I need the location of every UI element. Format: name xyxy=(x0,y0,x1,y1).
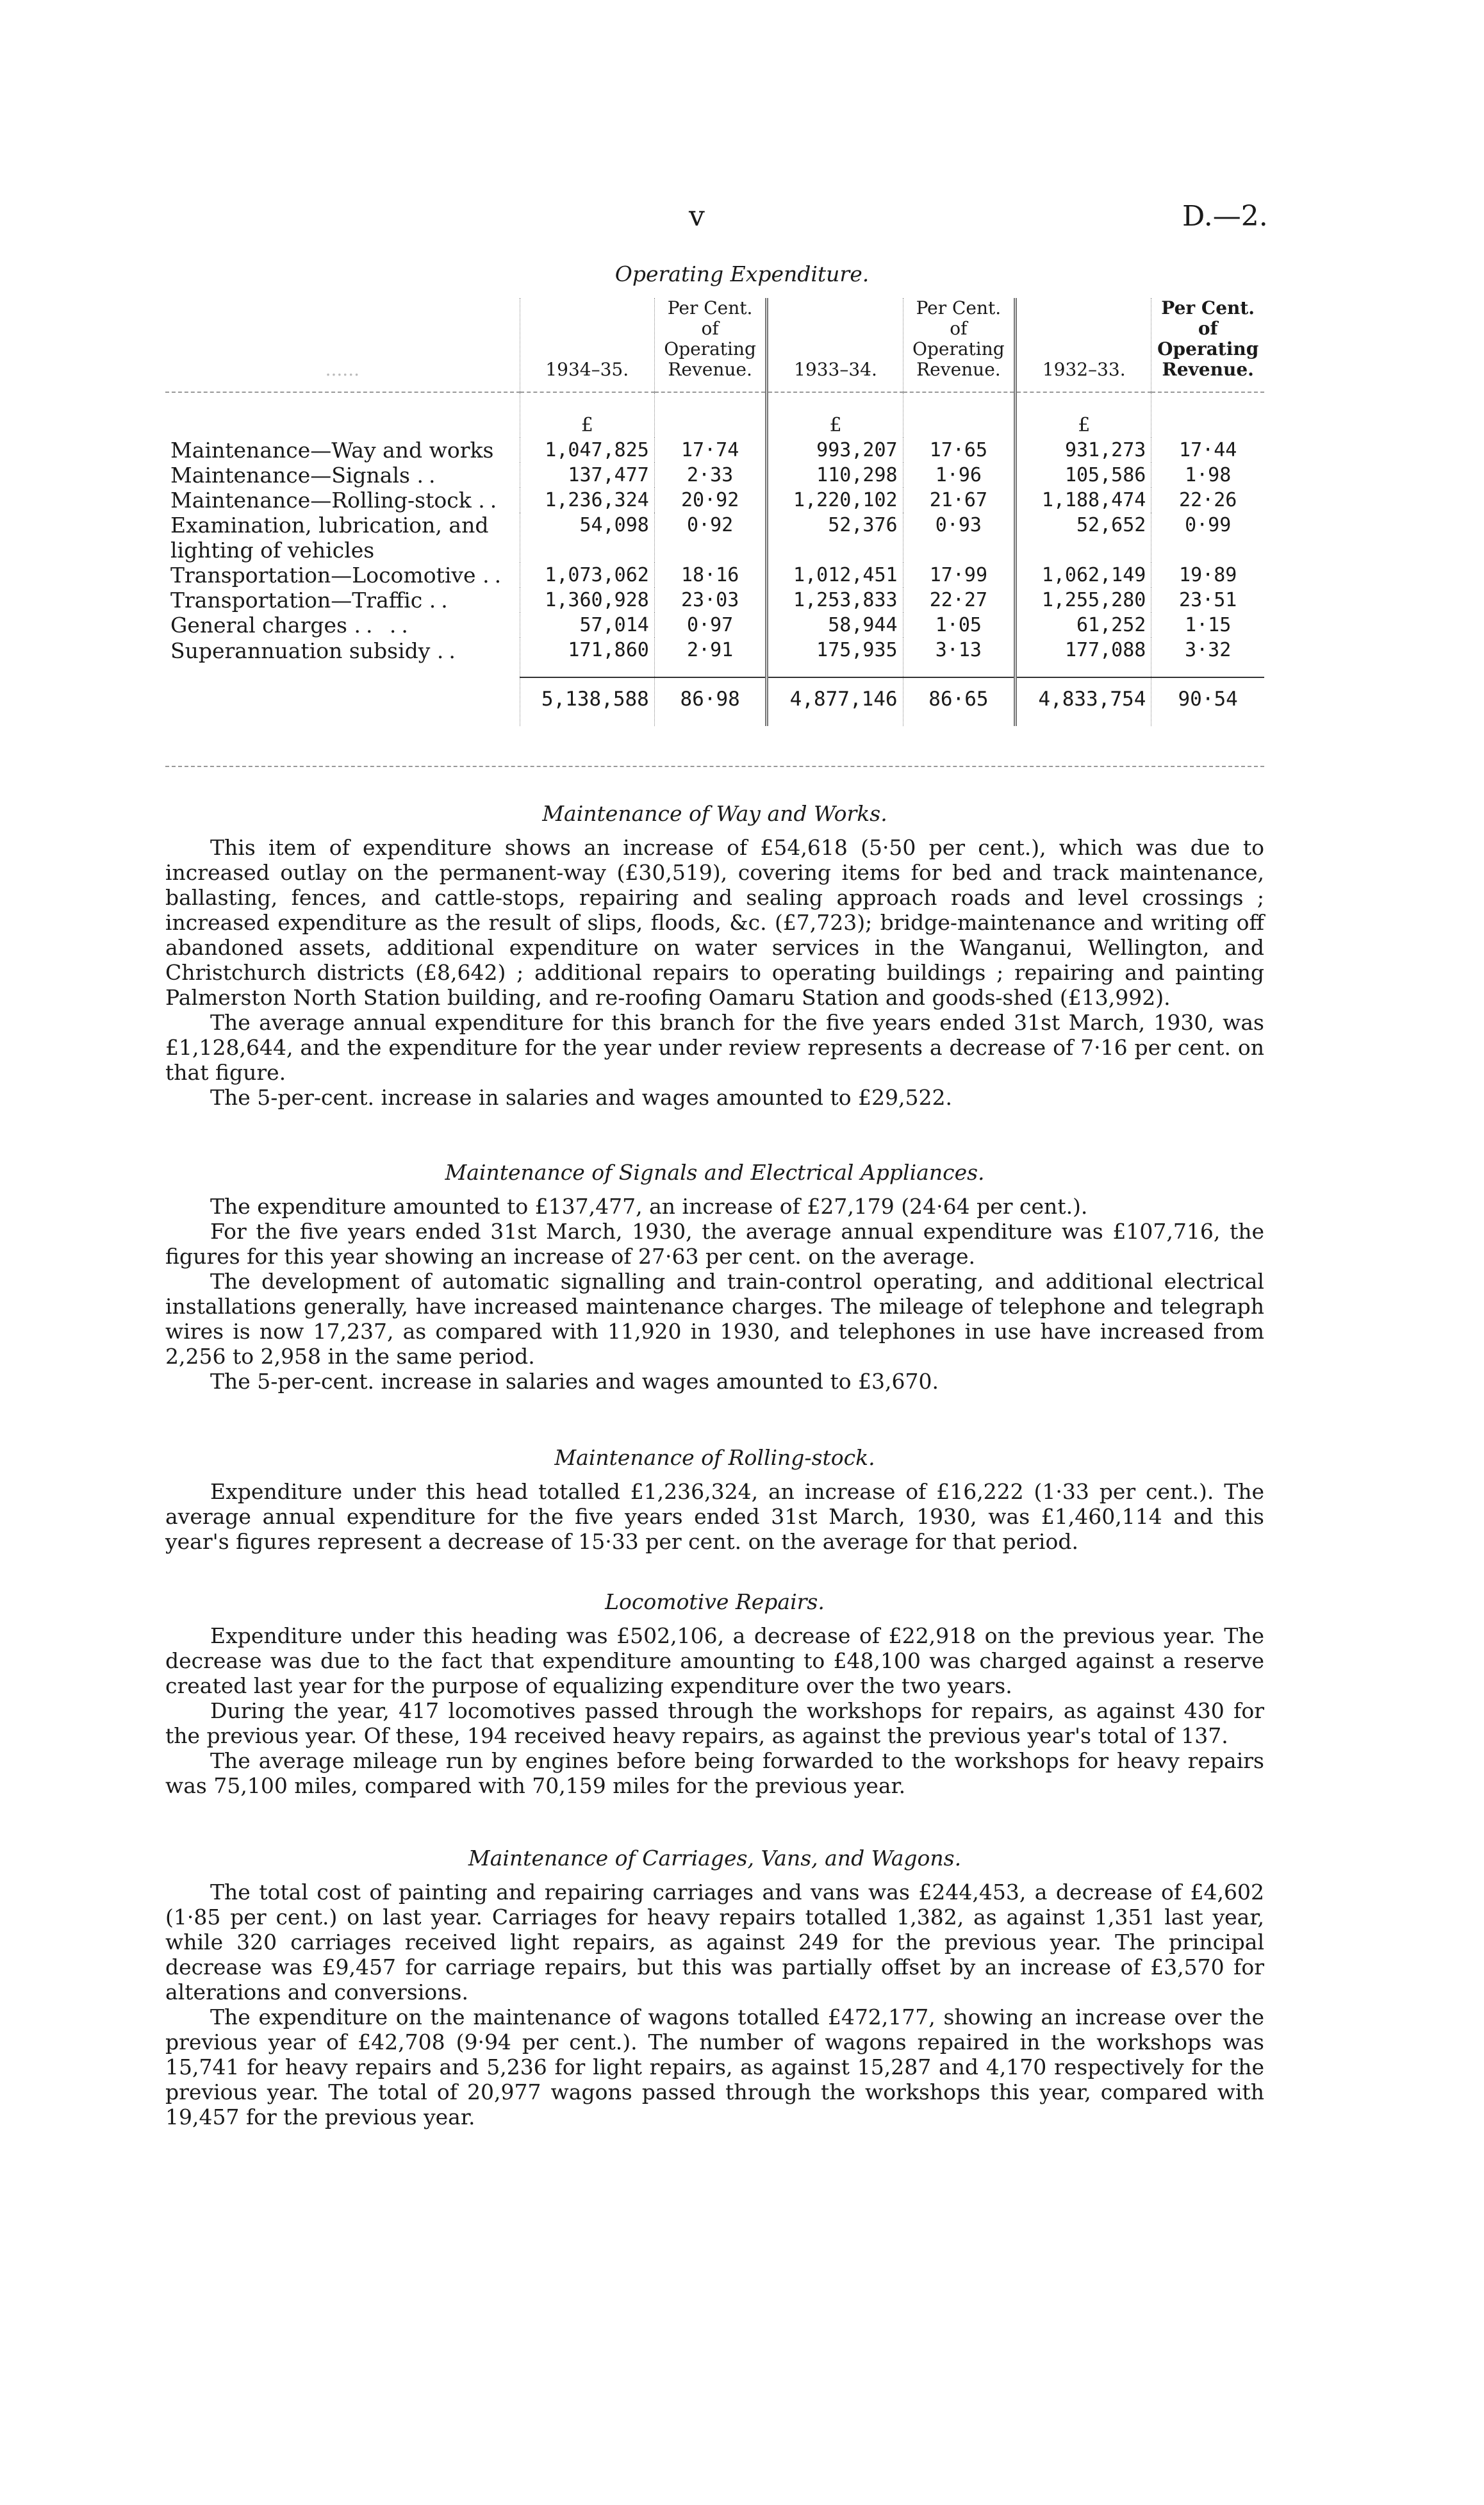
value-1933-34: 175,935 xyxy=(767,638,903,677)
column-header-1933-34: 1933–34. xyxy=(767,298,903,392)
paragraph: The 5-per-cent. increase in salaries and wages amounted to £3,670. xyxy=(210,1369,939,1394)
currency-row xyxy=(165,392,1264,438)
table-row xyxy=(165,488,1264,513)
value-1934-35: 54,098 xyxy=(520,513,654,563)
currency-symbol: £ xyxy=(1016,392,1151,438)
table-row xyxy=(165,588,1264,613)
currency-symbol: £ xyxy=(767,392,903,438)
percent-1932-33: 22·26 xyxy=(1151,488,1264,513)
value-1934-35: 1,360,928 xyxy=(520,588,654,613)
row-leader-dots: .. xyxy=(478,488,502,513)
percent-1934-35: 0·97 xyxy=(654,613,767,638)
percent-1932-33: 1·98 xyxy=(1151,463,1264,488)
row-label: Examination, lubrication, and lighting of vehicles xyxy=(170,513,489,563)
section-heading: Maintenance of Rolling-stock. xyxy=(554,1445,875,1470)
table-title: Operating Expenditure. xyxy=(614,261,870,286)
percent-1934-35: 20·92 xyxy=(654,488,767,513)
value-1933-34: 1,012,451 xyxy=(767,563,903,588)
column-header-1934-35: 1934–35. xyxy=(520,298,654,392)
percent-1934-35: 23·03 xyxy=(654,588,767,613)
table-header-row xyxy=(165,298,1264,392)
value-1932-33: 177,088 xyxy=(1016,638,1151,677)
value-1933-34: 58,944 xyxy=(767,613,903,638)
value-1934-35: 1,073,062 xyxy=(520,563,654,588)
paragraph: The average mileage run by engines before being forwarded to the workshops for heavy repairs was 75,100 miles, compared with 70,159 miles for the previous year. xyxy=(165,1748,1264,1798)
paragraph: Expenditure under this heading was £502,106, a decrease of £22,918 on the previous year. The decrease was due to the fact that expenditure amounting to £48,100 was charged against a reserve created last year for the purpose of equalizing expenditure over the two years. xyxy=(165,1623,1264,1698)
value-1932-33: 1,255,280 xyxy=(1016,588,1151,613)
percent-1932-33: 17·44 xyxy=(1151,438,1264,463)
value-1933-34: 1,220,102 xyxy=(767,488,903,513)
operating-expenditure-table xyxy=(165,298,1264,726)
section-heading: Maintenance of Signals and Electrical Appliances. xyxy=(445,1160,985,1185)
section-locomotive-repairs xyxy=(165,1589,1264,1798)
percent-1933-34: 1·05 xyxy=(903,613,1016,638)
section-carriages-vans-wagons xyxy=(165,1846,1264,2129)
total-row xyxy=(165,677,1264,726)
percent-1933-34: 3·13 xyxy=(903,638,1016,677)
total-1933-34: 4,877,146 xyxy=(767,677,903,726)
value-1934-35: 137,477 xyxy=(520,463,654,488)
percent-1934-35: 0·92 xyxy=(654,513,767,563)
total-percent-1934-35: 86·98 xyxy=(654,677,767,726)
row-label: General charges xyxy=(170,613,347,638)
percent-1932-33: 3·32 xyxy=(1151,638,1264,677)
column-header-percent-1932-33: Per Cent. of Operating Revenue. xyxy=(1151,298,1264,392)
value-1934-35: 57,014 xyxy=(520,613,654,638)
section-heading: Maintenance of Carriages, Vans, and Wagons. xyxy=(468,1846,962,1871)
table-row xyxy=(165,513,1264,563)
row-label: Transportation—Locomotive xyxy=(170,563,476,588)
paragraph: The average annual expenditure for this branch for the five years ended 31st March, 1930, was £1,128,644, and the expenditure for the year under review represents a decrease of 7·16 per cent. on that figure. xyxy=(165,1010,1264,1085)
percent-1932-33: 19·89 xyxy=(1151,563,1264,588)
table-row xyxy=(165,563,1264,588)
percent-1933-34: 0·93 xyxy=(903,513,1016,563)
paragraph: The 5-per-cent. increase in salaries and wages amounted to £29,522. xyxy=(210,1085,953,1110)
row-label: Maintenance—Signals xyxy=(170,463,410,488)
row-leader-dots: .. xyxy=(482,563,507,588)
percent-1934-35: 2·91 xyxy=(654,638,767,677)
value-1934-35: 1,236,324 xyxy=(520,488,654,513)
paragraph: For the five years ended 31st March, 1930, the average annual expenditure was £107,716, the figures for this year showing an increase of 27·63 per cent. on the average. xyxy=(165,1219,1264,1269)
table-row xyxy=(165,438,1264,463)
currency-symbol: £ xyxy=(520,392,654,438)
paragraph: The total cost of painting and repairing carriages and vans was £244,453, a decrease of £4,602 (1·85 per cent.) on last year. Carriages for heavy repairs totalled 1,382, as against 1,351 last year, while 320 carriages received light repairs, as against 249 for the previous year. The principal decrease was £9,457 for carriage repairs, but this was partially offset by an increase of £3,570 for alterations and conversions. xyxy=(165,1880,1264,2005)
percent-1933-34: 17·99 xyxy=(903,563,1016,588)
paragraph: During the year, 417 locomotives passed through the workshops for repairs, as against 430 for the previous year. Of these, 194 received heavy repairs, as against the previous year's total of 137. xyxy=(165,1698,1264,1748)
value-1934-35: 1,047,825 xyxy=(520,438,654,463)
percent-1933-34: 17·65 xyxy=(903,438,1016,463)
percent-1933-34: 22·27 xyxy=(903,588,1016,613)
value-1932-33: 61,252 xyxy=(1016,613,1151,638)
value-1932-33: 105,586 xyxy=(1016,463,1151,488)
value-1932-33: 1,062,149 xyxy=(1016,563,1151,588)
paragraph: The expenditure amounted to £137,477, an increase of £27,179 (24·64 per cent.). xyxy=(210,1194,1088,1219)
column-header-item: ...... xyxy=(165,298,520,392)
percent-1934-35: 17·74 xyxy=(654,438,767,463)
row-leader-dots: .. xyxy=(429,588,453,613)
section-heading: Maintenance of Way and Works. xyxy=(542,801,887,826)
percent-1933-34: 21·67 xyxy=(903,488,1016,513)
total-percent-1933-34: 86·65 xyxy=(903,677,1016,726)
row-leader-dots: .. xyxy=(436,638,461,663)
value-1933-34: 52,376 xyxy=(767,513,903,563)
value-1932-33: 931,273 xyxy=(1016,438,1151,463)
column-header-1932-33: 1932–33. xyxy=(1016,298,1151,392)
page-number: v xyxy=(689,200,705,233)
column-header-percent-1934-35: Per Cent. of Operating Revenue. xyxy=(654,298,767,392)
total-percent-1932-33: 90·54 xyxy=(1151,677,1264,726)
value-1933-34: 993,207 xyxy=(767,438,903,463)
paragraph: Expenditure under this head totalled £1,236,324, an increase of £16,222 (1·33 per cent.). The average annual expenditure for the five years ended 31st March, 1930, was £1,460,114 and this year's figures represent a decrease of 15·33 per cent. on the average for that period. xyxy=(165,1479,1264,1554)
paragraph: The expenditure on the maintenance of wagons totalled £472,177, showing an increase over the previous year of £42,708 (9·94 per cent.). The number of wagons repaired in the workshops was 15,741 for heavy repairs and 5,236 for light repairs, as against 15,287 and 4,170 respectively for the previous year. The total of 20,977 wagons passed through the workshops this year, compared with 19,457 for the previous year. xyxy=(165,2005,1264,2129)
percent-1934-35: 2·33 xyxy=(654,463,767,488)
row-leader-dots: .. xyxy=(416,463,441,488)
table-bottom-rule xyxy=(165,766,1264,767)
column-header-percent-1933-34: Per Cent. of Operating Revenue. xyxy=(903,298,1016,392)
table-row xyxy=(165,613,1264,638)
total-1932-33: 4,833,754 xyxy=(1016,677,1151,726)
value-1933-34: 1,253,833 xyxy=(767,588,903,613)
row-leader-dots: .. .. xyxy=(354,613,413,638)
value-1932-33: 1,188,474 xyxy=(1016,488,1151,513)
percent-1932-33: 0·99 xyxy=(1151,513,1264,563)
percent-1932-33: 23·51 xyxy=(1151,588,1264,613)
paragraph: This item of expenditure shows an increase of £54,618 (5·50 per cent.), which was due to increased outlay on the permanent-way (£30,519), covering items for bed and track maintenance, ballasting, fences, and cattle-stops, repairing and sealing approach roads and level crossings ; increased expenditure as the result of slips, floods, &c. (£7,723); bridge-maintenance and writing off abandoned assets, additional expenditure on water services in the Wanganui, Wellington, and Christchurch districts (£8,642) ; additional repairs to operating buildings ; repairing and painting Palmerston North Station building, and re-roofing Oamaru Station and goods-shed (£13,992). xyxy=(165,835,1264,1010)
row-label: Superannuation subsidy xyxy=(170,638,431,663)
document-code: D.—2. xyxy=(1182,200,1268,233)
row-label: Maintenance—Way and works xyxy=(170,438,494,463)
section-rolling-stock xyxy=(165,1445,1264,1554)
percent-1932-33: 1·15 xyxy=(1151,613,1264,638)
value-1934-35: 171,860 xyxy=(520,638,654,677)
section-way-and-works xyxy=(165,801,1264,1110)
table-row xyxy=(165,463,1264,488)
row-label: Maintenance—Rolling-stock xyxy=(170,488,472,513)
row-label: Transportation—Traffic xyxy=(170,588,423,613)
section-signals xyxy=(165,1160,1264,1394)
section-heading: Locomotive Repairs. xyxy=(605,1589,825,1614)
value-1933-34: 110,298 xyxy=(767,463,903,488)
total-1934-35: 5,138,588 xyxy=(520,677,654,726)
value-1932-33: 52,652 xyxy=(1016,513,1151,563)
percent-1934-35: 18·16 xyxy=(654,563,767,588)
table-row xyxy=(165,638,1264,677)
paragraph: The development of automatic signalling and train-control operating, and additional electrical installations generally, have increased maintenance charges. The mileage of telephone and telegraph wires is now 17,237, as compared with 11,920 in 1930, and telephones in use have increased from 2,256 to 2,958 in the same period. xyxy=(165,1269,1264,1369)
percent-1933-34: 1·96 xyxy=(903,463,1016,488)
